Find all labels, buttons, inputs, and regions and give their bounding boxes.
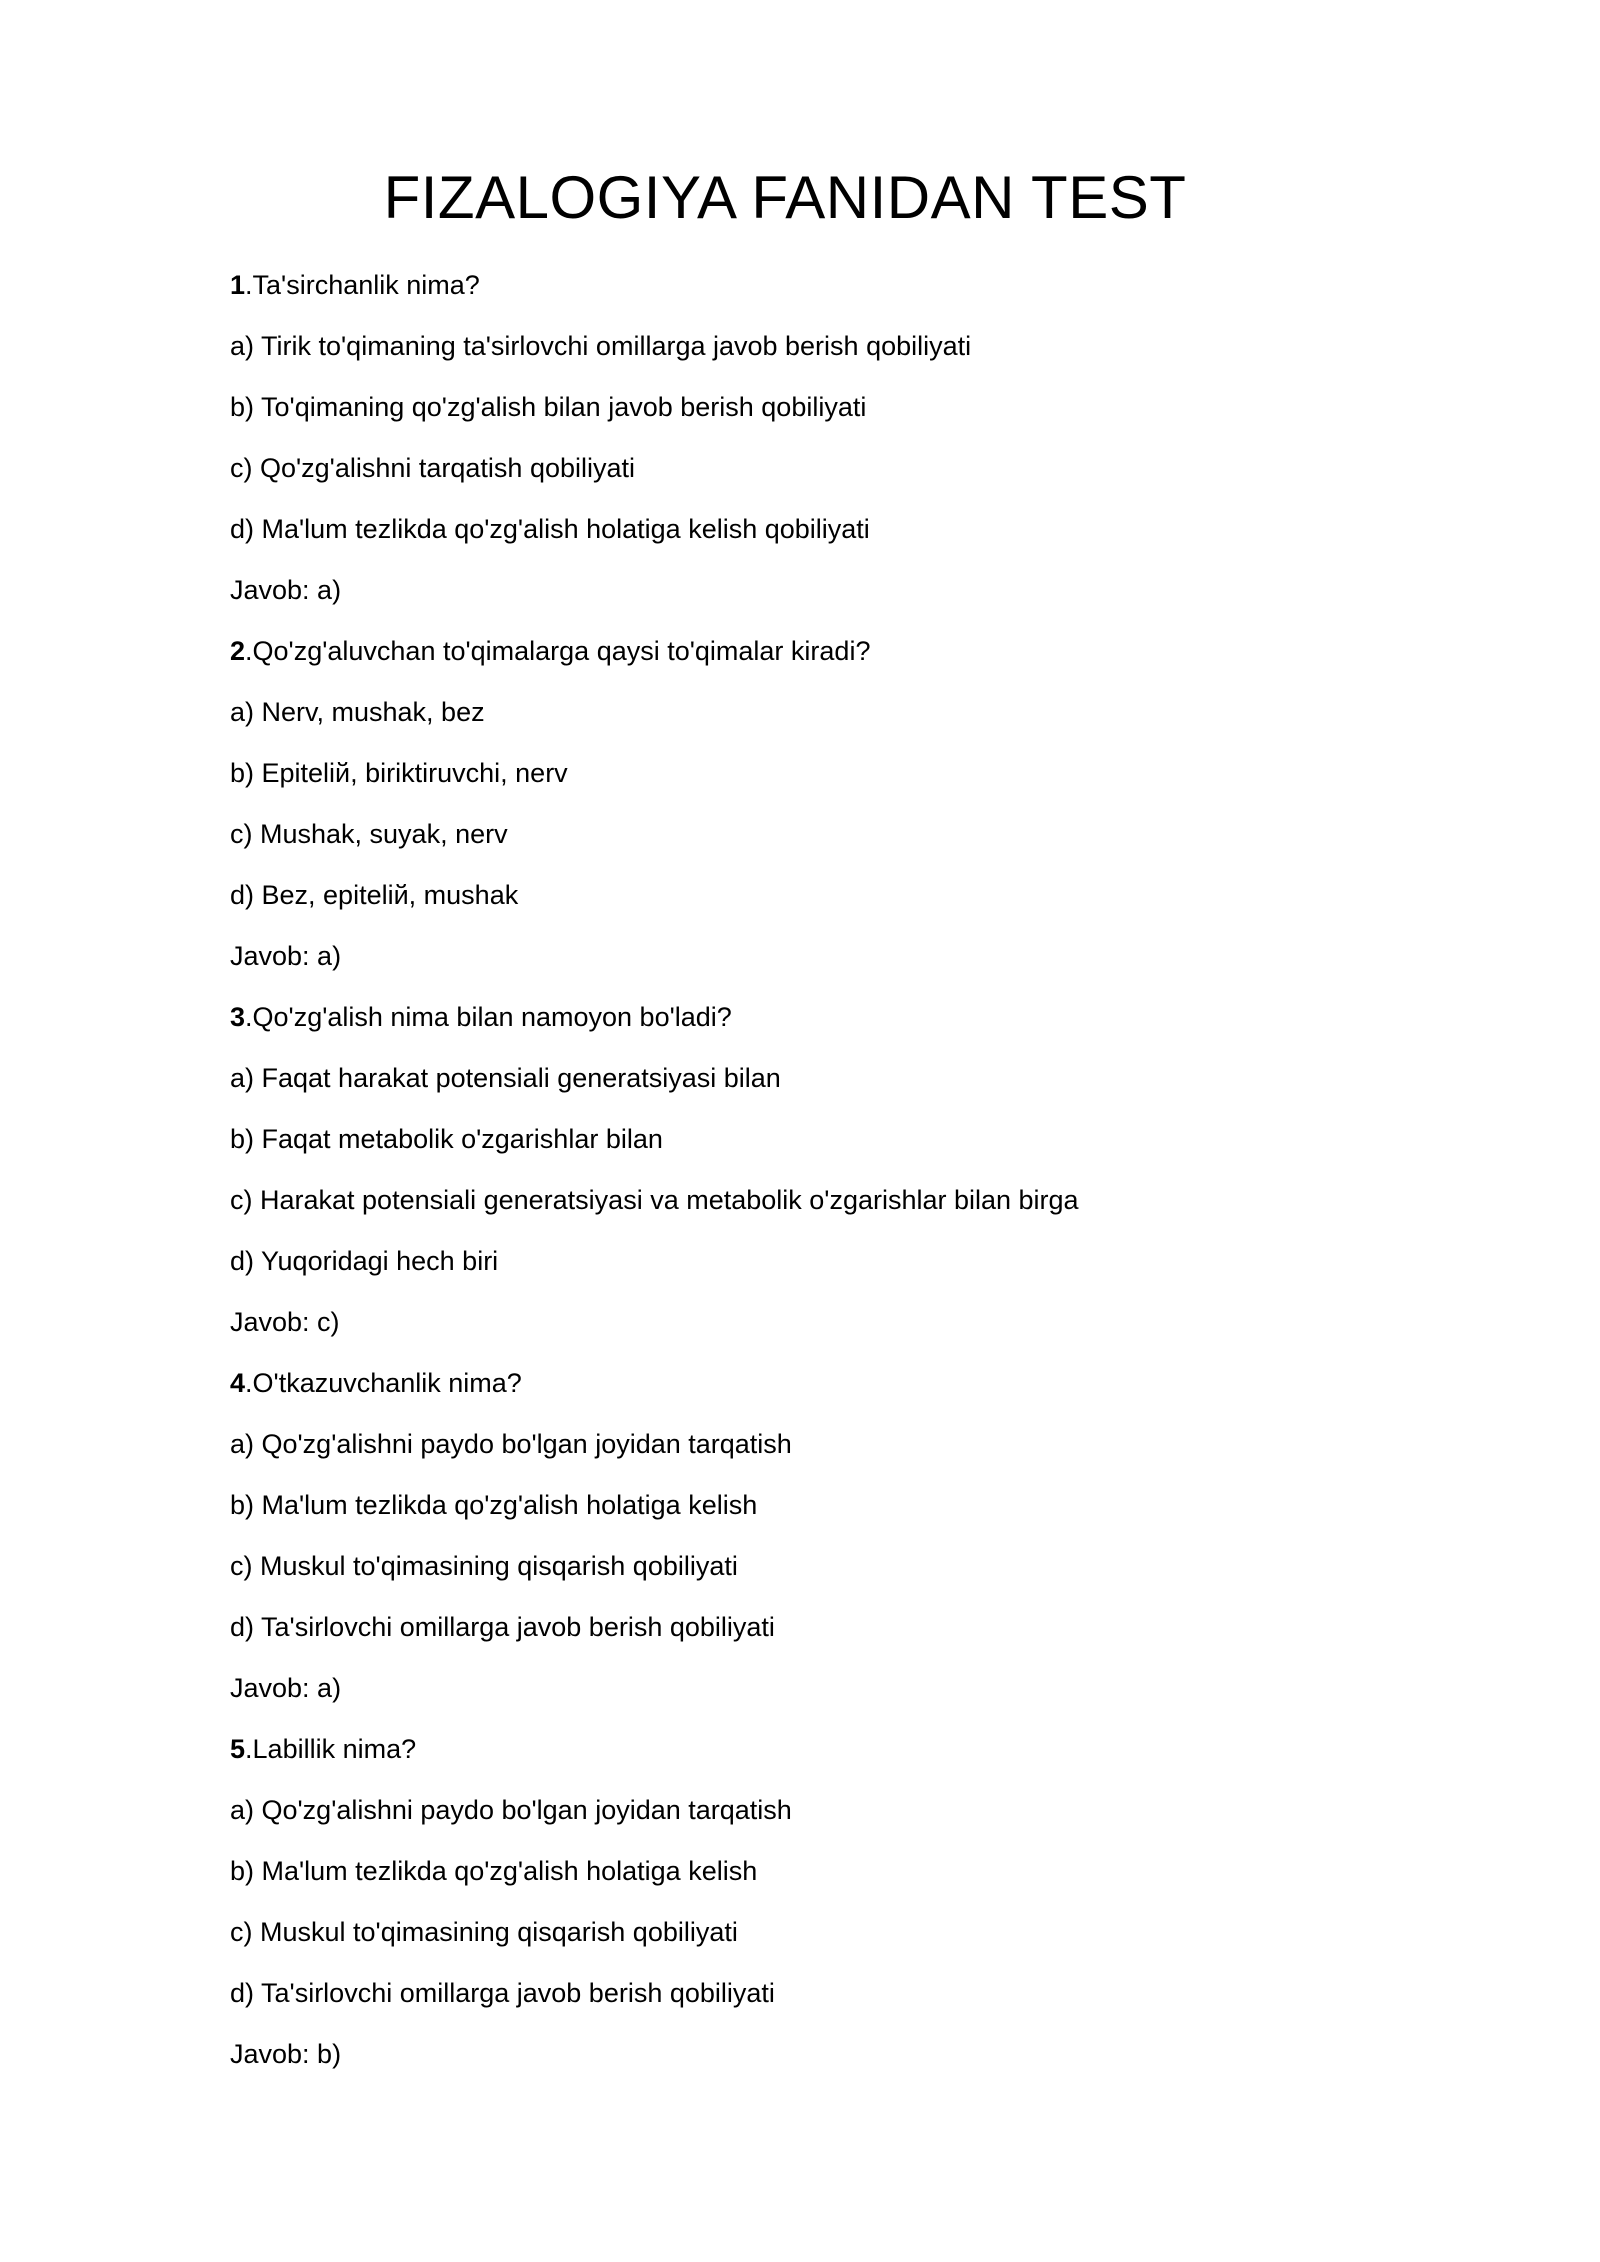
option-a: a) Faqat harakat potensiali generatsiyasi bilan — [230, 1063, 781, 1093]
option-d: d) Yuqoridagi hech biri — [230, 1246, 499, 1276]
page-title: FIZALOGIYA FANIDAN TEST — [383, 164, 1187, 231]
question-4 — [230, 1363, 1430, 1729]
option-c: c) Qo'zg'alishni tarqatish qobiliyati — [230, 453, 635, 483]
option-c: c) Harakat potensiali generatsiyasi va metabolik o'zgarishlar bilan birga — [230, 1185, 1079, 1215]
option-b: b) Faqat metabolik o'zgarishlar bilan — [230, 1124, 663, 1154]
option-a: a) Qo'zg'alishni paydo bo'lgan joyidan tarqatish — [230, 1795, 792, 1825]
option-a: a) Qo'zg'alishni paydo bo'lgan joyidan tarqatish — [230, 1429, 792, 1459]
option-c: c) Muskul to'qimasining qisqarish qobiliyati — [230, 1551, 738, 1581]
option-c: c) Muskul to'qimasining qisqarish qobiliyati — [230, 1917, 738, 1947]
option-b: b) Epiteliй, biriktiruvchi, nerv — [230, 758, 568, 788]
option-b: b) Ma'lum tezlikda qo'zg'alish holatiga kelish — [230, 1490, 758, 1520]
question-label: .Qo'zg'aluvchan to'qimalarga qaysi to'qimalar kiradi? — [245, 636, 871, 666]
option-d: d) Ta'sirlovchi omillarga javob berish qobiliyati — [230, 1978, 775, 2008]
question-text — [230, 1363, 1430, 1424]
question-label: .O'tkazuvchanlik nima? — [245, 1368, 522, 1398]
question-number: 2 — [230, 636, 246, 666]
option-a: a) Tirik to'qimaning ta'sirlovchi omillarga javob berish qobiliyati — [230, 331, 972, 361]
option-a: a) Nerv, mushak, bez — [230, 697, 485, 727]
question-label: .Labillik nima? — [245, 1734, 417, 1764]
option-d: d) Ta'sirlovchi omillarga javob berish qobiliyati — [230, 1612, 775, 1642]
question-3 — [230, 997, 1430, 1363]
question-number: 4 — [230, 1368, 246, 1398]
question-text — [230, 265, 1430, 326]
question-label: .Ta'sirchanlik nima? — [245, 270, 480, 300]
question-number: 5 — [230, 1734, 246, 1764]
question-number: 3 — [230, 1002, 246, 1032]
answer: Javob: a) — [230, 1673, 342, 1703]
answer: Javob: c) — [230, 1307, 340, 1337]
question-label: .Qo'zg'alish nima bilan namoyon bo'ladi? — [245, 1002, 732, 1032]
question-text — [230, 997, 1430, 1058]
question-5 — [230, 1729, 1430, 2095]
answer: Javob: b) — [230, 2039, 342, 2069]
option-b: b) Ma'lum tezlikda qo'zg'alish holatiga kelish — [230, 1856, 758, 1886]
test-content — [230, 265, 1430, 2095]
question-text — [230, 1729, 1430, 1790]
option-b: b) To'qimaning qo'zg'alish bilan javob berish qobiliyati — [230, 392, 867, 422]
question-text — [230, 631, 1430, 692]
answer: Javob: a) — [230, 941, 342, 971]
question-number: 1 — [230, 270, 246, 300]
question-2 — [230, 631, 1430, 997]
answer: Javob: a) — [230, 575, 342, 605]
question-1 — [230, 265, 1430, 631]
option-d: d) Bez, epiteliй, mushak — [230, 880, 519, 910]
option-d: d) Ma'lum tezlikda qo'zg'alish holatiga kelish qobiliyati — [230, 514, 870, 544]
option-c: c) Mushak, suyak, nerv — [230, 819, 508, 849]
